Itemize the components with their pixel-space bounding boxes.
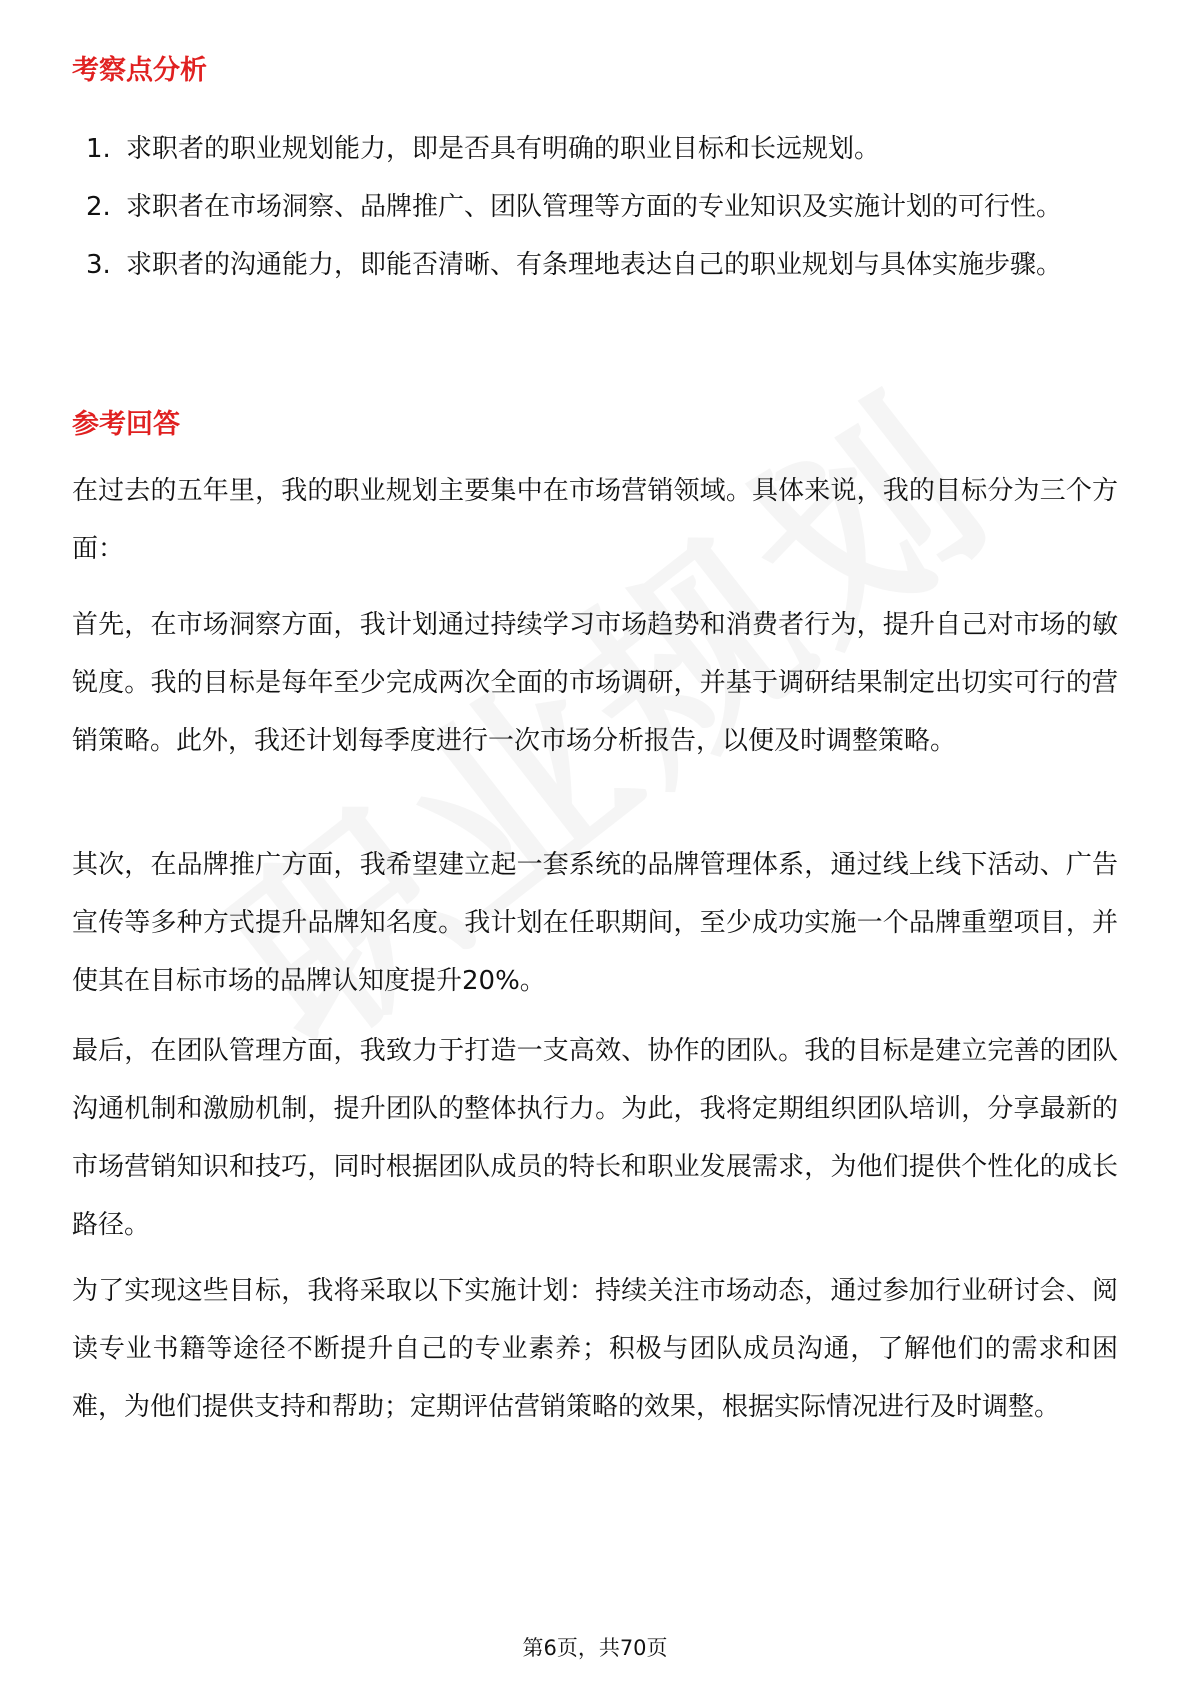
- list-number: 1.: [86, 134, 111, 164]
- list-text: 求职者的职业规划能力，即是否具有明确的职业目标和长远规划。: [126, 134, 881, 164]
- analysis-list: [72, 120, 1112, 294]
- list-number: 2.: [86, 192, 111, 222]
- list-item: [72, 236, 1112, 294]
- answer-paragraph: 首先，在市场洞察方面，我计划通过持续学习市场趋势和消费者行为，提升自己对市场的敏锐度。我的目标是每年至少完成两次全面的市场调研，并基于调研结果制定出切实可行的营销策略。此外，我还计划每季度进行一次市场分析报告，以便及时调整策略。: [72, 610, 1118, 756]
- list-item: [72, 120, 1112, 178]
- answer-paragraph: 在过去的五年里，我的职业规划主要集中在市场营销领域。具体来说，我的目标分为三个方面：: [72, 476, 1118, 564]
- list-item: [72, 178, 1112, 236]
- answer-paragraph: 最后，在团队管理方面，我致力于打造一支高效、协作的团队。我的目标是建立完善的团队沟通机制和激励机制，提升团队的整体执行力。为此，我将定期组织团队培训，分享最新的市场营销知识和技巧，同时根据团队成员的特长和职业发展需求，为他们提供个性化的成长路径。: [72, 1036, 1118, 1240]
- section-heading-analysis: 考察点分析: [72, 55, 207, 86]
- page-number: 第6页，共70页: [522, 1636, 668, 1660]
- list-text: 求职者的沟通能力，即能否清晰、有条理地表达自己的职业规划与具体实施步骤。: [126, 250, 1063, 280]
- answer-paragraph: 其次，在品牌推广方面，我希望建立起一套系统的品牌管理体系，通过线上线下活动、广告宣传等多种方式提升品牌知名度。我计划在任职期间，至少成功实施一个品牌重塑项目，并使其在目标市场的品牌认知度提升20%。: [72, 850, 1118, 996]
- list-number: 3.: [86, 250, 111, 280]
- section-heading-answer: 参考回答: [72, 409, 180, 440]
- list-text: 求职者在市场洞察、品牌推广、团队管理等方面的专业知识及实施计划的可行性。: [126, 192, 1063, 222]
- answer-paragraph: 为了实现这些目标，我将采取以下实施计划：持续关注市场动态，通过参加行业研讨会、阅读专业书籍等途径不断提升自己的专业素养；积极与团队成员沟通，了解他们的需求和困难，为他们提供支持和帮助；定期评估营销策略的效果，根据实际情况进行及时调整。: [72, 1276, 1118, 1422]
